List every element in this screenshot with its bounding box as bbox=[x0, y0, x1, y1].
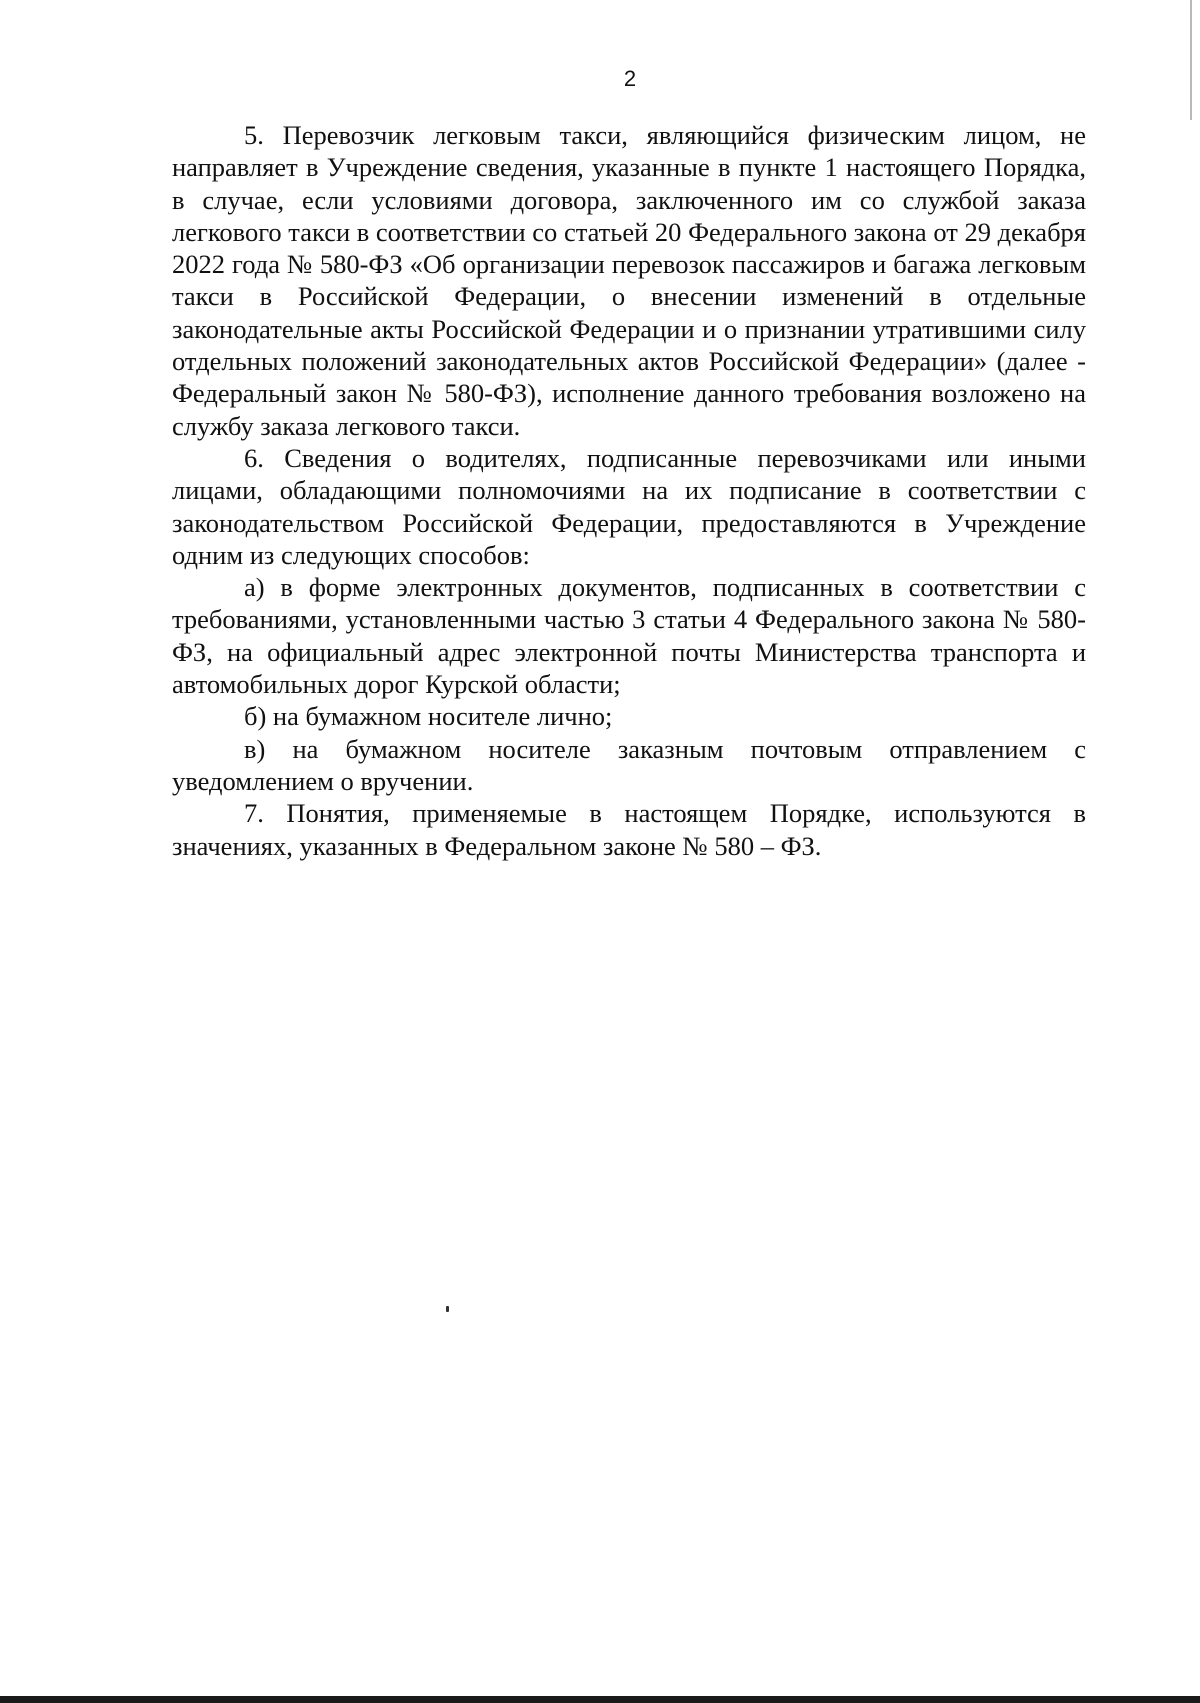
page-number: 2 bbox=[623, 66, 637, 91]
paragraph-item-7: 7. Понятия, применяемые в настоящем Порядке, используются в значениях, указанных в Федеральном законе № 580 – ФЗ. bbox=[172, 798, 1086, 861]
page-bottom-border bbox=[0, 1696, 1200, 1703]
paragraph-subitem-a: а) в форме электронных документов, подписанных в соответствии с требованиями, установленными частью 3 статьи 4 Федерального закона № 580-ФЗ, на официальный адрес электронной почты Министерства транспорта и автомобильных дорог Курской области; bbox=[172, 572, 1086, 700]
paragraph-item-5: 5. Перевозчик легковым такси, являющийся физическим лицом, не направляет в Учреждение сведения, указанные в пункте 1 настоящего Порядка, в случае, если условиями договора, заключенного им со службой заказа легкового такси в соответствии со статьей 20 Федерального закона от 29 декабря 2022 года № 580-ФЗ «Об организации перевозок пассажиров и багажа легковым такси в Российской Федерации, о внесении изменений в отдельные законодательные акты Российской Федерации и о признании утратившими силу отдельных положений законодательных актов Российской Федерации» (далее - Федеральный закон № 580-ФЗ), исполнение данного требования возложено на службу заказа легкового такси. bbox=[172, 120, 1086, 441]
scan-edge-mark bbox=[1190, 0, 1192, 120]
paragraph-subitem-v: в) на бумажном носителе заказным почтовым отправлением с уведомлением о вручении. bbox=[172, 733, 1086, 796]
document-body bbox=[172, 119, 1086, 862]
paragraph-item-6: 6. Сведения о водителях, подписанные перевозчиками или иными лицами, обладающими полномочиями на их подписание в соответствии с законодательством Российской Федерации, предоставляются в Учреждение одним из следующих способов: bbox=[172, 442, 1086, 570]
scan-artifact-mark bbox=[446, 1306, 449, 1312]
paragraph-subitem-b: б) на бумажном носителе лично; bbox=[244, 701, 613, 732]
